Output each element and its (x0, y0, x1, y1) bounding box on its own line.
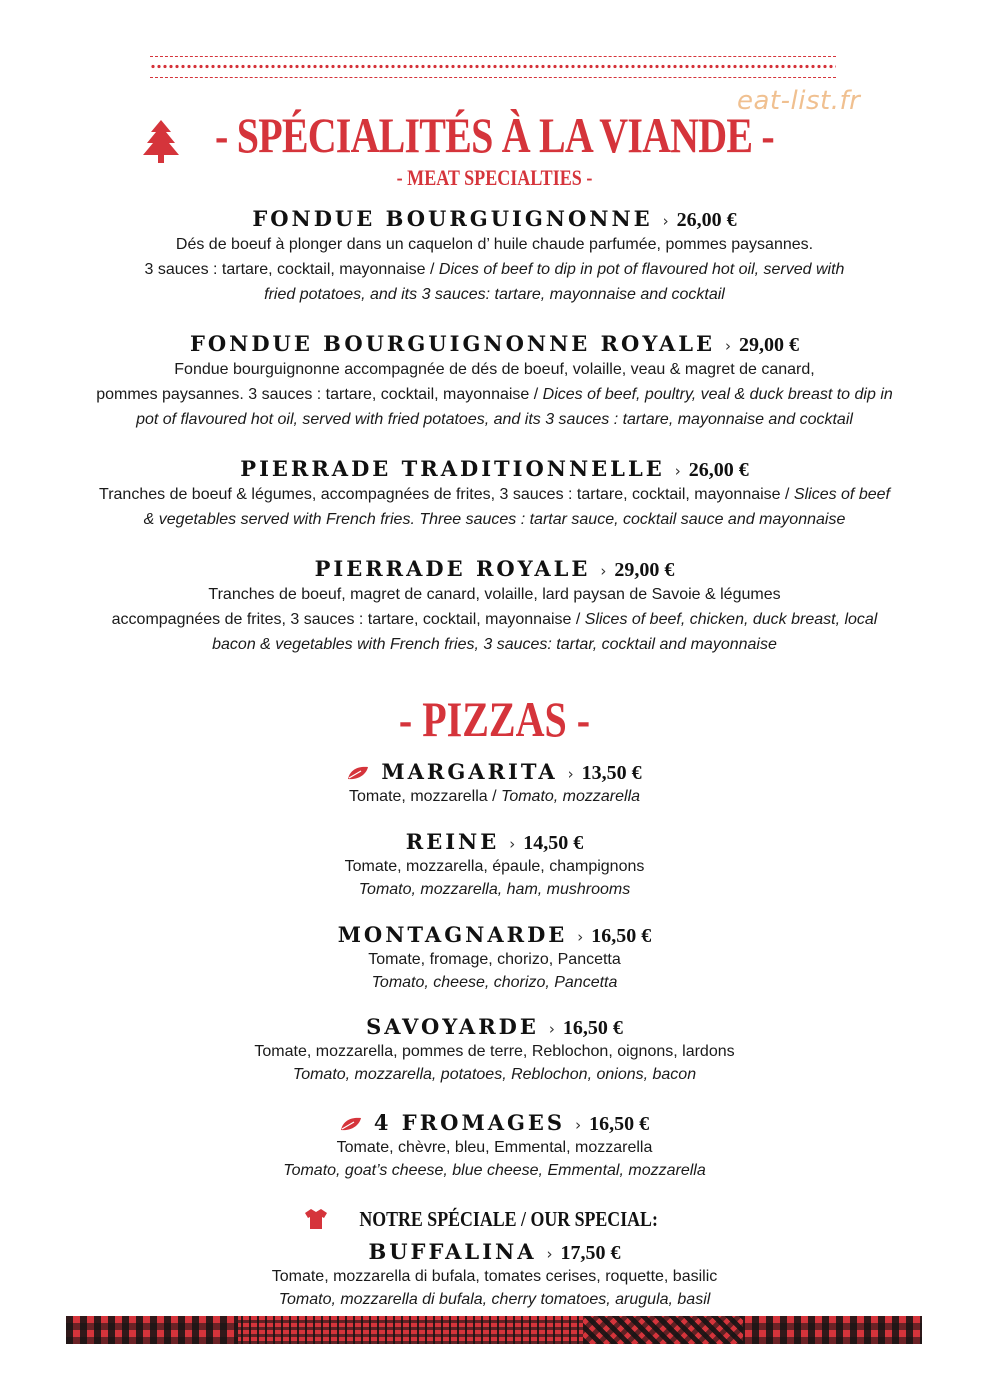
menu-item (0, 1014, 989, 1086)
top-dashed-rule (150, 56, 836, 57)
menu-item (0, 556, 989, 657)
description-en: pot of flavoured hot oil, served with fried potatoes, and its 3 sauces : tartare, mayonnaise and cocktail (136, 411, 853, 428)
description-en: & vegetables served with French fries. Three sauces : tartar sauce, cocktail sauce and mayonnaise (143, 511, 846, 528)
description-en: Tomato, mozzarella di bufala, cherry tomatoes, arugula, basil (278, 1291, 711, 1308)
leaf-icon (347, 766, 369, 780)
item-name: MARGARITA (381, 759, 558, 784)
description-fr: Tranches de boeuf & légumes, accompagnées de frites, 3 sauces : tartare, cocktail, mayonnaise / (99, 486, 794, 503)
item-price: 29,00 € (614, 559, 675, 581)
item-name: FONDUE BOURGUIGNONNE ROYALE (189, 331, 716, 356)
menu-item-heading (0, 922, 989, 948)
item-description-line (0, 878, 989, 901)
item-description-line (0, 1040, 989, 1063)
chevron-right-icon: › (567, 765, 574, 783)
menu-item (0, 1239, 989, 1311)
item-name: PIERRADE ROYALE (314, 556, 591, 581)
item-description-line (0, 382, 989, 407)
description-en: Tomato, goat’s cheese, blue cheese, Emmental, mozzarella (283, 1162, 706, 1179)
item-description-line (0, 971, 989, 994)
menu-item-heading (0, 1239, 989, 1265)
chef-shirt-icon (305, 1209, 327, 1229)
item-price: 26,00 € (676, 209, 737, 231)
item-description-line (0, 1136, 989, 1159)
description-en: bacon & vegetables with French fries, 3 sauces: tartar, cocktail and mayonnaise (212, 636, 777, 653)
watermark: eat-list.fr (737, 86, 861, 116)
item-description-line (0, 632, 989, 657)
plaid-band-diagonal (583, 1316, 743, 1344)
leaf-icon (340, 1117, 362, 1131)
description-en: Tomato, cheese, chorizo, Pancetta (371, 974, 618, 991)
item-description-line (0, 785, 989, 808)
item-description-line (0, 607, 989, 632)
chevron-right-icon: › (548, 1020, 555, 1038)
description-en: Dices of beef, poultry, veal & duck breast to dip in (542, 386, 893, 403)
item-description-line (0, 1159, 989, 1182)
item-description-line (0, 357, 989, 382)
item-name: 4 FROMAGES (373, 1110, 566, 1135)
description-en: Slices of beef (793, 486, 890, 503)
description-fr: Tomate, mozzarella, épaule, champignons (344, 858, 645, 875)
menu-item (0, 829, 989, 901)
item-description-line (0, 855, 989, 878)
item-name: FONDUE BOURGUIGNONNE (252, 206, 653, 231)
description-en: Dices of beef to dip in pot of flavoured hot oil, served with (438, 261, 845, 278)
item-price: 13,50 € (581, 762, 642, 784)
item-name: BUFFALINA (368, 1239, 537, 1264)
menu-item-heading (0, 1110, 989, 1136)
menu-item-heading (0, 759, 989, 785)
description-en: Tomato, mozzarella (501, 788, 641, 805)
item-description-line (0, 482, 989, 507)
item-price: 16,50 € (591, 925, 652, 947)
description-fr: Fondue bourguignonne accompagnée de dés de boeuf, volaille, veau & magret de canard, (174, 361, 815, 378)
item-price: 17,50 € (560, 1242, 621, 1264)
plaid-footer-band (66, 1316, 922, 1344)
chevron-right-icon: › (575, 1116, 582, 1134)
meat-section-subtitle: - MEAT SPECIALTIES - (396, 165, 593, 190)
menu-item-heading (0, 1014, 989, 1040)
chevron-right-icon: › (662, 212, 669, 230)
description-fr: Tomate, fromage, chorizo, Pancetta (368, 951, 621, 968)
item-description-line (0, 1063, 989, 1086)
item-description-line (0, 1288, 989, 1311)
menu-item-heading (0, 206, 989, 232)
item-price: 14,50 € (523, 832, 584, 854)
description-fr: Tomate, mozzarella, pommes de terre, Reblochon, oignons, lardons (254, 1043, 735, 1060)
chevron-right-icon: › (600, 562, 607, 580)
menu-item-heading (0, 456, 989, 482)
description-en: Slices of beef, chicken, duck breast, local (584, 611, 878, 628)
description-fr: Tomate, chèvre, bleu, Emmental, mozzarella (336, 1139, 653, 1156)
description-en: Tomato, mozzarella, ham, mushrooms (358, 881, 631, 898)
item-name: REINE (405, 829, 500, 854)
chevron-right-icon: › (546, 1245, 553, 1263)
chevron-right-icon: › (674, 462, 681, 480)
item-description-line (0, 407, 989, 432)
meat-section-title: - SPÉCIALITÉS À LA VIANDE - (215, 107, 774, 163)
item-price: 26,00 € (688, 459, 749, 481)
top-dashed-rule-lower (150, 77, 836, 78)
menu-item (0, 206, 989, 307)
plaid-band-middle (238, 1316, 583, 1344)
item-description-line (0, 582, 989, 607)
item-description-line (0, 507, 989, 532)
description-fr: Tomate, mozzarella di bufala, tomates cerises, roquette, basilic (271, 1268, 718, 1285)
description-fr: pommes paysannes. 3 sauces : tartare, cocktail, mayonnaise / (96, 386, 543, 403)
item-name: SAVOYARDE (366, 1014, 539, 1039)
chevron-right-icon: › (577, 928, 584, 946)
item-description-line (0, 948, 989, 971)
description-fr: Dés de boeuf à plonger dans un caquelon d’ huile chaude parfumée, pommes paysannes. (175, 236, 814, 253)
chevron-right-icon: › (509, 835, 516, 853)
menu-item-heading (0, 556, 989, 582)
item-description-line (0, 257, 989, 282)
description-en: Tomato, mozzarella, potatoes, Reblochon, onions, bacon (292, 1066, 697, 1083)
description-fr: Tomate, mozzarella / (348, 788, 502, 805)
description-fr: 3 sauces : tartare, cocktail, mayonnaise / (144, 261, 439, 278)
menu-item (0, 331, 989, 432)
item-price: 16,50 € (562, 1017, 623, 1039)
menu-item (0, 759, 989, 808)
description-en: fried potatoes, and its 3 sauces: tartare, mayonnaise and cocktail (264, 286, 725, 303)
item-description-line (0, 282, 989, 307)
description-fr: Tranches de boeuf, magret de canard, volaille, lard paysan de Savoie & légumes (208, 586, 781, 603)
item-name: MONTAGNARDE (337, 922, 568, 947)
menu-item-heading (0, 331, 989, 357)
description-fr: accompagnées de frites, 3 sauces : tartare, cocktail, mayonnaise / (111, 611, 585, 628)
menu-item (0, 922, 989, 994)
our-special-heading (0, 1206, 989, 1232)
menu-item (0, 456, 989, 532)
chevron-right-icon: › (725, 337, 732, 355)
top-dotted-rule (150, 64, 836, 69)
item-price: 29,00 € (739, 334, 800, 356)
pizzas-section-title: - PIZZAS - (398, 691, 591, 747)
menu-item (0, 1110, 989, 1182)
item-name: PIERRADE TRADITIONNELLE (240, 456, 665, 481)
menu-item-heading (0, 829, 989, 855)
item-description-line (0, 1265, 989, 1288)
our-special-label: NOTRE SPÉCIALE / OUR SPECIAL: (359, 1207, 658, 1231)
item-price: 16,50 € (589, 1113, 650, 1135)
item-description-line (0, 232, 989, 257)
